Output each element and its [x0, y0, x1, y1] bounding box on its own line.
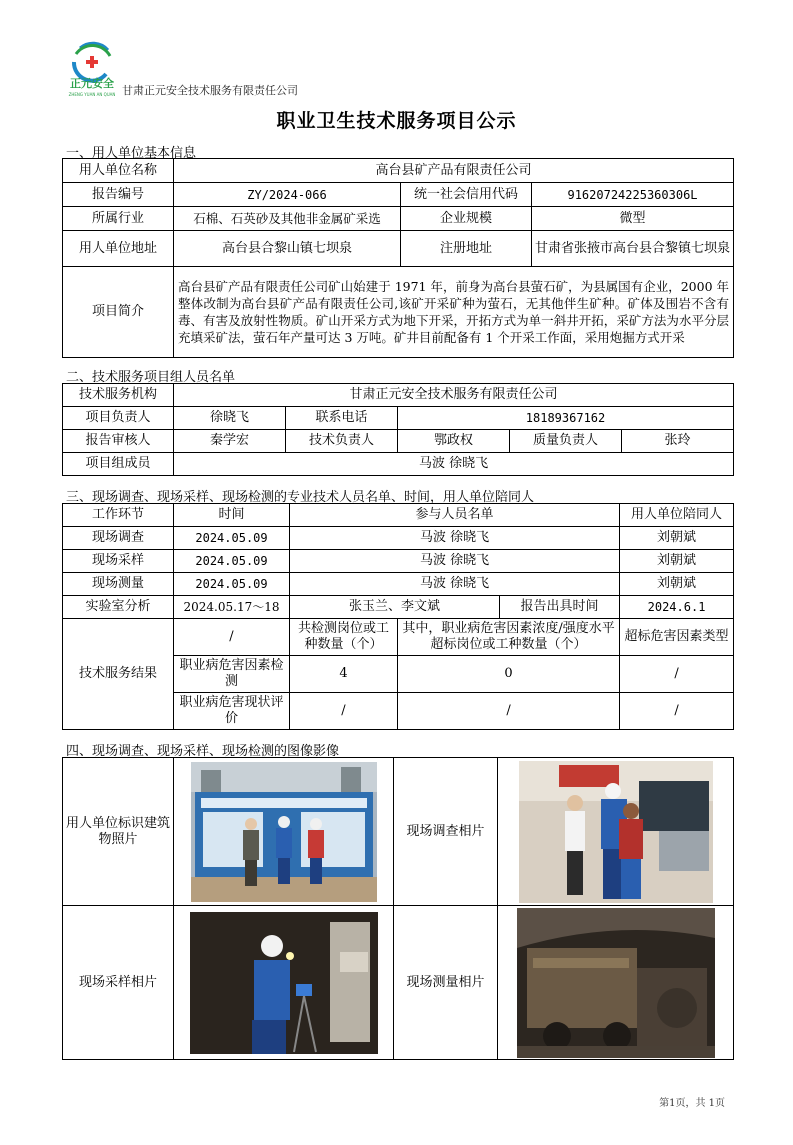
phone: 18189367162 [398, 407, 734, 430]
photo-building-sign [191, 762, 377, 902]
industry: 石棉、石英砂及其他非金属矿采选 [174, 207, 401, 231]
industry-label: 所属行业 [63, 207, 174, 231]
result-item: 职业病危害现状评价 [174, 693, 290, 730]
result-item: 职业病危害因素检测 [174, 656, 290, 693]
photo-site-survey [519, 761, 713, 903]
section2-heading: 二、技术服务项目组人员名单 [66, 370, 236, 385]
row-people: 马波 徐晓飞 [290, 527, 620, 550]
address: 高台县合黎山镇七坝泉 [174, 231, 401, 267]
leader-label: 项目负责人 [63, 407, 174, 430]
address-label: 用人单位地址 [63, 231, 174, 267]
result-header-exceed: 其中，职业病危害因素浓度/强度水平超标岗位或工种数量（个） [398, 619, 620, 656]
section1-heading: 一、用人单位基本信息 [66, 146, 197, 161]
members: 马波 徐晓飞 [174, 453, 734, 476]
section3-heading: 三、现场调查、现场采样、现场检测的专业技术人员名单、时间，用人单位陪同人 [66, 490, 535, 505]
tech-label: 技术负责人 [286, 430, 398, 453]
result-total: / [290, 693, 398, 730]
credit-code-label: 统一社会信用代码 [401, 183, 532, 207]
result-header-total: 共检测岗位或工种数量（个） [290, 619, 398, 656]
result-header-type: 超标危害因素类型 [620, 619, 734, 656]
row-escort: 刘朝斌 [620, 527, 734, 550]
report-date: 2024.6.1 [620, 596, 734, 619]
table-row [63, 527, 734, 550]
page-header [62, 40, 742, 100]
reviewer-label: 报告审核人 [63, 430, 174, 453]
col-people: 参与人员名单 [290, 504, 620, 527]
section4-heading: 四、现场调查、现场采样、现场检测的图像影像 [66, 744, 340, 759]
result-label: 技术服务结果 [63, 619, 174, 730]
row-step: 现场测量 [63, 573, 174, 596]
lab-label: 实验室分析 [63, 596, 174, 619]
result-type: / [620, 656, 734, 693]
employer-name: 高台县矿产品有限责任公司 [174, 159, 734, 183]
tech: 鄂政权 [398, 430, 510, 453]
row-date: 2024.05.09 [174, 550, 290, 573]
lab-date: 2024.05.17～18 [174, 596, 290, 619]
report-no: ZY/2024-066 [174, 183, 401, 207]
employer-name-label: 用人单位名称 [63, 159, 174, 183]
scale: 微型 [532, 207, 734, 231]
table-row [63, 573, 734, 596]
phone-label: 联系电话 [286, 407, 398, 430]
result-exceed: / [398, 693, 620, 730]
photo-sampling [190, 912, 378, 1054]
result-type: / [620, 693, 734, 730]
leader: 徐晓飞 [174, 407, 286, 430]
row-escort: 刘朝斌 [620, 573, 734, 596]
photo4-label: 现场测量相片 [394, 906, 498, 1060]
credit-code: 91620724225360306L [532, 183, 734, 207]
org-name: 甘肃正元安全技术服务有限责任公司 [174, 384, 734, 407]
photo-measurement [517, 908, 715, 1058]
reg-address-label: 注册地址 [401, 231, 532, 267]
quality: 张玲 [622, 430, 734, 453]
service-team-table [62, 383, 734, 476]
quality-label: 质量负责人 [510, 430, 622, 453]
photo3-label: 现场采样相片 [63, 906, 174, 1060]
result-header-slash: / [174, 619, 290, 656]
row-date: 2024.05.09 [174, 527, 290, 550]
company-name-header: 甘肃正元安全技术服务有限责任公司 [122, 84, 298, 97]
reviewer: 秦学宏 [174, 430, 286, 453]
project-intro: 高台县矿产品有限责任公司矿山始建于 1971 年，前身为高台县萤石矿，为县属国有企业，2000 年整体改制为高台县矿产品有限责任公司,该矿开采矿种为萤石，无其他伴生矿种。矿体及围岩不含有毒、有害及放射性物质。矿山开采方式为地下开采，开拓方式为单一斜井开拓，采矿方法为水平分层充填采矿法，萤石年产量可达 3 万吨。矿井目前配备有 1 个开采工作面，采用炮掘方式开采 [174, 267, 734, 358]
col-step: 工作环节 [63, 504, 174, 527]
lab-people: 张玉兰、李文斌 [290, 596, 500, 619]
intro-label: 项目简介 [63, 267, 174, 358]
result-exceed: 0 [398, 656, 620, 693]
report-date-label: 报告出具时间 [500, 596, 620, 619]
row-date: 2024.05.09 [174, 573, 290, 596]
photo-table [62, 757, 734, 1060]
row-people: 马波 徐晓飞 [290, 573, 620, 596]
row-escort: 刘朝斌 [620, 550, 734, 573]
result-total: 4 [290, 656, 398, 693]
members-label: 项目组成员 [63, 453, 174, 476]
photo2-label: 现场调查相片 [394, 758, 498, 906]
row-step: 现场调查 [63, 527, 174, 550]
page-title: 职业卫生技术服务项目公示 [276, 110, 517, 132]
org-label: 技术服务机构 [63, 384, 174, 407]
logo-subtext: ZHENG YUAN AN QUAN [68, 92, 116, 97]
row-step: 现场采样 [63, 550, 174, 573]
photo1-label: 用人单位标识建筑物照片 [63, 758, 174, 906]
report-no-label: 报告编号 [63, 183, 174, 207]
company-logo-icon [62, 40, 122, 98]
col-escort: 用人单位陪同人 [620, 504, 734, 527]
scale-label: 企业规模 [401, 207, 532, 231]
col-date: 时间 [174, 504, 290, 527]
row-people: 马波 徐晓飞 [290, 550, 620, 573]
employer-info-table [62, 158, 734, 358]
page-footer: 第1页，共 1页 [659, 1098, 725, 1109]
field-work-table [62, 503, 734, 730]
table-row [63, 550, 734, 573]
reg-address: 甘肃省张掖市高台县合黎镇七坝泉 [532, 231, 734, 267]
logo-text: 正元安全 [70, 77, 114, 90]
